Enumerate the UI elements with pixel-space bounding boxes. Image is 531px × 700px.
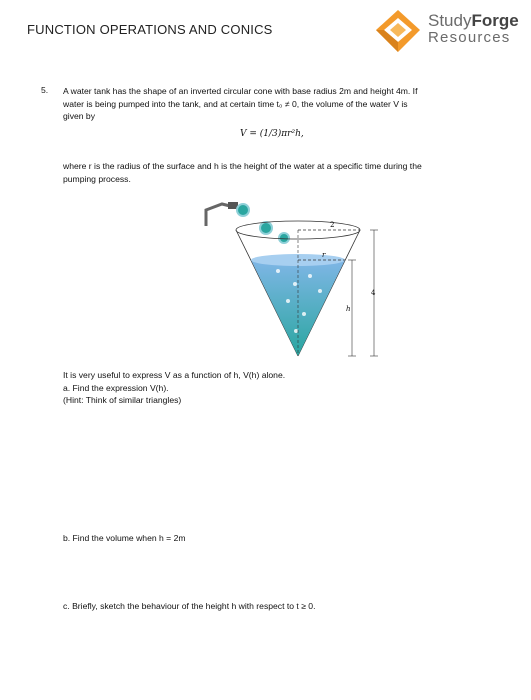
question-intro bbox=[63, 85, 503, 123]
volume-formula: V = (1/3)πr²h, bbox=[240, 129, 304, 139]
cone-tank-figure bbox=[200, 196, 390, 366]
pump-icon bbox=[206, 202, 238, 226]
page-title: FUNCTION OPERATIONS AND CONICS bbox=[27, 22, 273, 37]
studyforge-logo bbox=[374, 8, 526, 56]
where-line-1: where r is the radius of the surface and h is the height of the water at a specific time during the bbox=[63, 161, 422, 171]
logo-text-forge: Forge bbox=[471, 11, 519, 30]
label-total-height: 4 bbox=[371, 289, 376, 297]
part-b: b. Find the volume when h = 2m bbox=[63, 533, 186, 543]
label-top-radius: 2 bbox=[330, 221, 335, 229]
intro-line-3: given by bbox=[63, 111, 96, 121]
logo-diamond-icon bbox=[374, 8, 424, 54]
part-c: c. Briefly, sketch the behaviour of the height h with respect to t ≥ 0. bbox=[63, 601, 316, 611]
label-height: h bbox=[346, 305, 351, 313]
express-line: It is very useful to express V as a function of h, V(h) alone. bbox=[63, 370, 286, 380]
question-where bbox=[63, 160, 513, 185]
question-number: 5. bbox=[41, 85, 49, 95]
question-parts bbox=[63, 369, 503, 407]
intro-line-2: water is being pumped into the tank, and at certain time t₀ ≠ 0, the volume of the water V is bbox=[63, 98, 408, 109]
part-a: a. Find the expression V(h). bbox=[63, 382, 169, 393]
hint-text: (Hint: Think of similar triangles) bbox=[63, 395, 182, 405]
where-line-2: pumping process. bbox=[63, 173, 131, 184]
intro-line-1: A water tank has the shape of an inverted circular cone with base radius 2m and height 4m. If bbox=[63, 86, 418, 96]
logo-text-study: Study bbox=[428, 11, 472, 30]
label-surface-radius: r bbox=[322, 251, 326, 259]
logo-text-resources: Resources bbox=[428, 29, 511, 46]
